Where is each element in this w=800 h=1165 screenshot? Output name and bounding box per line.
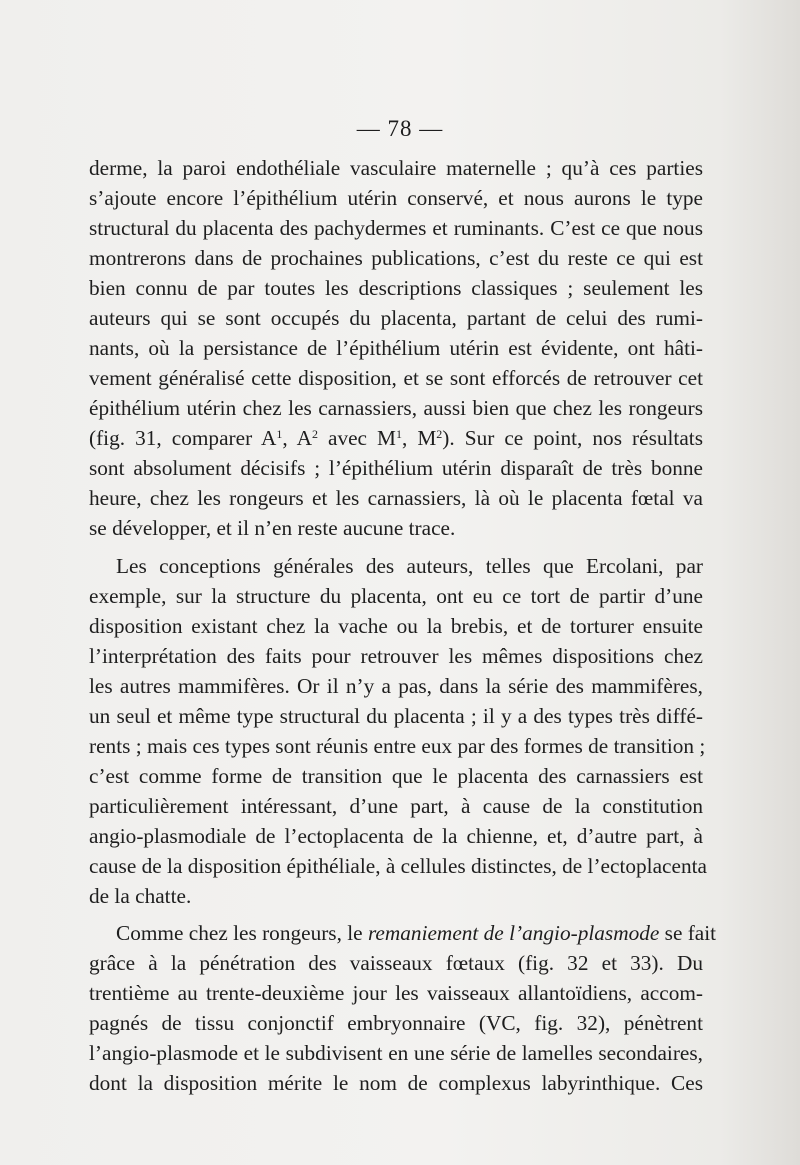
text-line: exemple, sur la structure du placenta, ont eu ce tort de partir d’une (89, 584, 703, 608)
text-line: vement généralisé cette disposition, et se sont efforcés de retrouver cet (89, 366, 703, 390)
text-line: (fig. 31, comparer $A^1$, $A^2$ avec $M^1$, $M^2$). Sur ce point, nos résultats (89, 426, 703, 450)
page-number: — 78 — (356, 116, 444, 141)
text-line: s’ajoute encore l’épithélium utérin conservé, et nous aurons le type (89, 186, 703, 210)
text-line: dont la disposition mérite le nom de complexus labyrinthique. Ces (89, 1071, 703, 1095)
text-line: grâce à la pénétration des vaisseaux fœtaux (fig. 32 et 33). Du (89, 951, 703, 975)
text-line: particulièrement intéressant, d’une part, à cause de la constitution (89, 794, 703, 818)
text-line: sont absolument décisifs ; l’épithélium utérin disparaît de très bonne (89, 456, 703, 480)
text-line: rents ; mais ces types sont réunis entre eux par des formes de transition ; (89, 734, 706, 758)
text-line: angio-plasmodiale de l’ectoplacenta de la chienne, et, d’autre part, à (89, 824, 703, 848)
text-line: cause de la disposition épithéliale, à cellules distinctes, de l’ectoplacenta (89, 854, 707, 878)
text-line: épithélium utérin chez les carnassiers, aussi bien que chez les rongeurs (89, 396, 703, 420)
text-line: l’interprétation des faits pour retrouver les mêmes dispositions chez (89, 644, 703, 668)
text-line: les autres mammifères. Or il n’y a pas, dans la série des mammifères, (89, 674, 703, 698)
text-line: un seul et même type structural du placenta ; il y a des types très diffé- (89, 704, 703, 728)
text-line: trentième au trente-deuxième jour les vaisseaux allantoïdiens, accom- (89, 981, 703, 1005)
text-line: l’angio-plasmode et le subdivisent en une série de lamelles secondaires, (89, 1041, 703, 1065)
text-line: nants, où la persistance de l’épithélium utérin est évidente, ont hâti- (89, 336, 703, 360)
text-line: Comme chez les rongeurs, le remaniement de l’angio-plasmode se fait (116, 921, 717, 945)
text-line: derme, la paroi endothéliale vasculaire maternelle ; qu’à ces parties (89, 156, 703, 180)
text-line: de la chatte. (89, 884, 192, 908)
text-line: bien connu de par toutes les descriptions classiques ; seulement les (89, 276, 703, 300)
text-line: auteurs qui se sont occupés du placenta, partant de celui des rumi- (89, 306, 703, 330)
text-line: disposition existant chez la vache ou la brebis, et de torturer ensuite (89, 614, 703, 638)
text-line: structural du placenta des pachydermes et ruminants. C’est ce que nous (89, 216, 703, 240)
text-line: pagnés de tissu conjonctif embryonnaire (VC, fig. 32), pénètrent (89, 1011, 703, 1035)
emphasis-text: remaniement de l’angio-plasmode (367, 921, 660, 945)
text-line: montrerons dans de prochaines publications, c’est du reste ce qui est (89, 246, 703, 270)
text-line: c’est comme forme de transition que le placenta des carnassiers est (89, 764, 703, 788)
text-line: Les conceptions générales des auteurs, telles que Ercolani, par (116, 554, 703, 578)
text-line: heure, chez les rongeurs et les carnassiers, là où le placenta fœtal va (89, 486, 703, 510)
text-line: se développer, et il n’en reste aucune trace. (89, 516, 456, 540)
